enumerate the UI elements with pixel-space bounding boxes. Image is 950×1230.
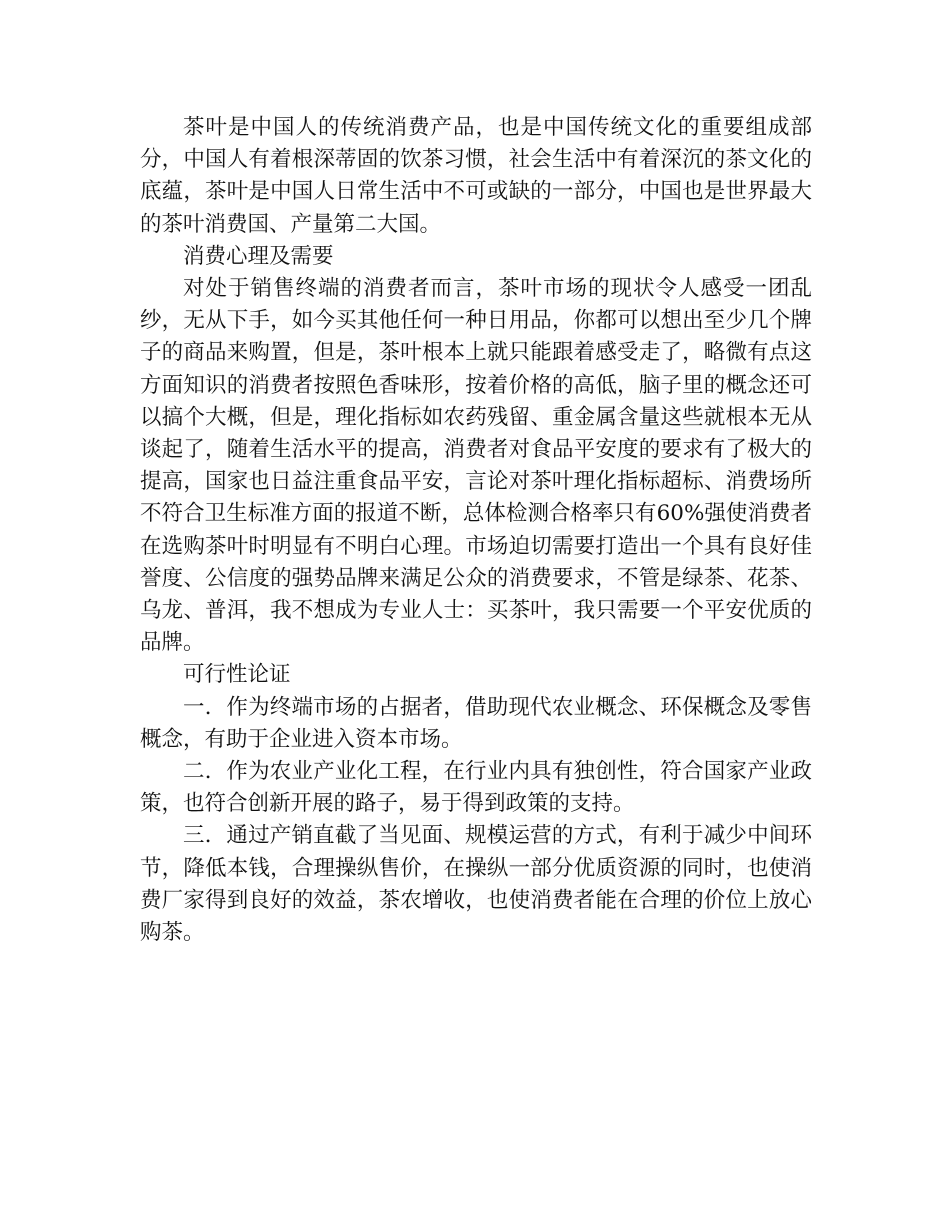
section-heading-feasibility: 可行性论证 (183, 662, 291, 688)
section-heading-consumer-psychology: 消费心理及需要 (183, 243, 334, 269)
paragraph-consumer-psychology: 对处于销售终端的消费者而言，茶叶市场的现状令人感受一团乱纱，无从下手，如今买其他任何一种日用品，你都可以想出至少几个牌子的商品来购置，但是，茶叶根本上就只能跟着感受走了，略微有点这方面知识的消费者按照色香味形，按着价格的高低，脑子里的概念还可以搞个大概，但是，理化指标如农药残留、重金属含量这些就根本无从谈起了，随着生活水平的提高，消费者对食品平安度的要求有了极大的提高，国家也日益注重食品平安，言论对茶叶理化指标超标、消费场所不符合卫生标准方面的报道不断，总体检测合格率只有60%强使消费者在选购茶叶时明显有不明白心理。市场迫切需要打造出一个具有良好佳誉度、公信度的强势品牌来满足公众的消费要求，不管是绿茶、花茶、乌龙、普洱，我不想成为专业人士：买茶叶，我只需要一个平安优质的品牌。 (140, 276, 812, 656)
paragraph-feasibility-1: 一．作为终端市场的占据者，借助现代农业概念、环保概念及零售概念，有助于企业进入资本市场。 (140, 694, 812, 752)
document-body (140, 112, 812, 949)
paragraph-intro: 茶叶是中国人的传统消费产品，也是中国传统文化的重要组成部分，中国人有着根深蒂固的饮茶习惯，社会生活中有着深沉的茶文化的底蕴，茶叶是中国人日常生活中不可或缺的一部分，中国也是世界最大的茶叶消费国、产量第二大国。 (140, 115, 812, 237)
paragraph-feasibility-3: 三．通过产销直截了当见面、规模运营的方式，有利于减少中间环节，降低本钱，合理操纵售价，在操纵一部分优质资源的同时，也使消费厂家得到良好的效益，茶农增收，也使消费者能在合理的价位上放心购茶。 (140, 823, 812, 946)
paragraph-feasibility-2: 二．作为农业产业化工程，在行业内具有独创性，符合国家产业政策，也符合创新开展的路子，易于得到政策的支持。 (140, 759, 812, 817)
